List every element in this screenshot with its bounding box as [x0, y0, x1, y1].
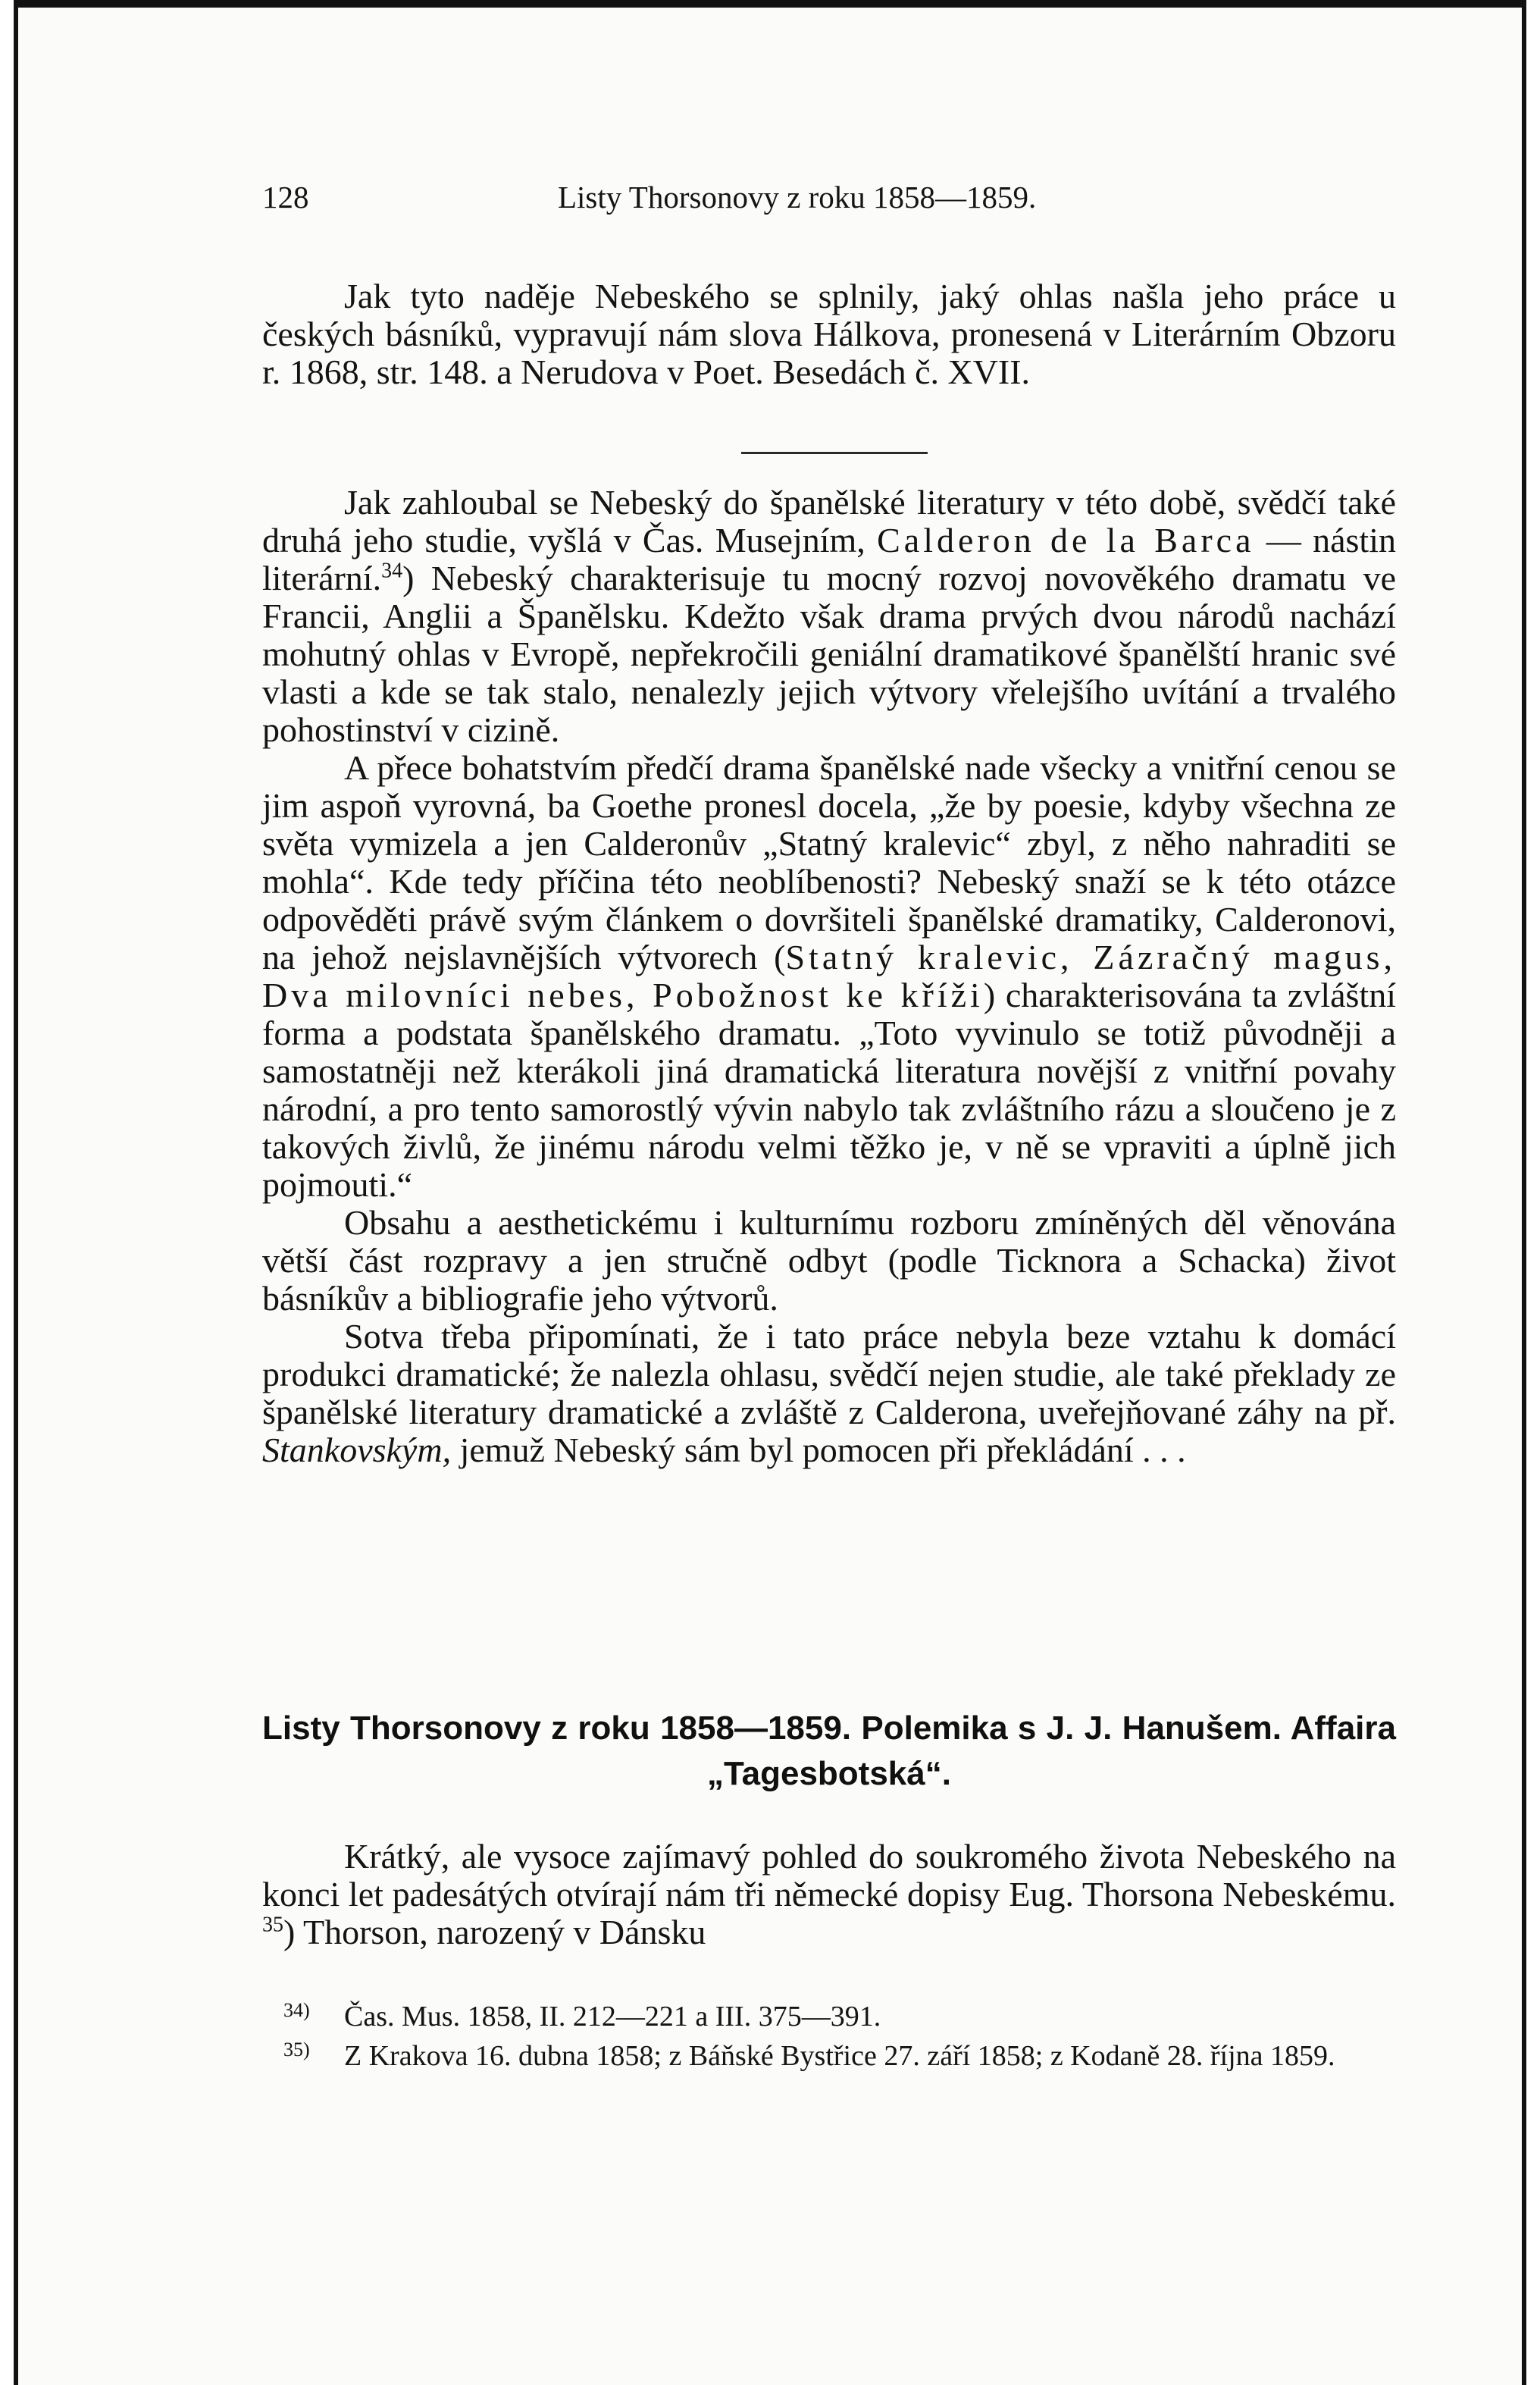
paragraph — [262, 749, 1396, 1204]
footnote — [262, 1994, 1396, 2033]
scan-border-left — [14, 0, 18, 2385]
text-run: Sotva třeba připomínati, že i tato práce nebyla beze vztahu k domácí produkci dramatické; že nalezla ohlasu, svědčí nejen studie, ale také překlady ze španělské literatury dramatické a zvláště z Calderona, uveřejňované záhy na př. — [262, 1317, 1396, 1431]
text-run: ) Nebeský charakterisuje tu mocný rozvoj novověkého dramatu ve Francii, Anglii a Španělsku. Kdežto však drama prvých dvou národů nachází mohutný ohlas v Evropě, nepřekročili geniální dramatikové španělští hranic své vlasti a kde se tak stalo, nenalezly jejich výtvory vřelejšího uvítání a trvalého pohostinství v cizině. — [262, 559, 1396, 749]
text-run: — nástin literární. — [262, 521, 1396, 597]
footnote-mark: 34) — [283, 1999, 310, 2021]
page-number: 128 — [262, 180, 309, 215]
paragraph-block-1 — [262, 277, 1396, 391]
text-run: A přece bohatstvím předčí drama španělské nade všecky a vnitřní cenou se jim aspoň vyrovná, ba Goethe pronesl docela, „že by poesie, kdyby všechna ze světa vymizela a jen Calderonův „Statný kralevic“ zbyl, z něho nahraditi se mohla“. Kde tedy příčina této neoblíbenosti? Nebeský snaží se k této otázce odpověděti právě svým článkem o dovršiteli španělské dramatiky, Calderonovi, na jehož nejslavnějších výtvorech ( — [262, 748, 1396, 976]
text-run: Jak zahloubal se Nebeský do španělské literatury v této době, svědčí také druhá jeho studie, vyšlá v Čas. Musejním, — [262, 483, 1396, 559]
paragraph: Obsahu a aesthetickému i kulturnímu rozboru zmíněných děl věnována větší část rozpravy a jen stručně odbyt (podle Ticknora a Schacka) život básníkův a bibliografie jeho výtvorů. — [262, 1203, 1396, 1318]
footnote-text: Čas. Mus. 1858, II. 212—221 a III. 375—391. — [344, 2001, 881, 2032]
footnote-ref: 35 — [262, 1913, 283, 1937]
text-run: jemuž Nebeský sám byl pomocen při překládání . . . — [459, 1431, 1186, 1469]
running-title: Listy Thorsonovy z roku 1858—1859. — [558, 180, 1037, 215]
italic-name: Stankovským, — [262, 1431, 452, 1469]
running-header — [262, 179, 1396, 224]
footnotes — [262, 1994, 1396, 2073]
spaced-title: Calderon de la Barca — [877, 521, 1255, 559]
text-run: ) charakterisována ta zvláštní forma a podstata španělského dramatu. „Toto vyvinulo se totiž původněji a samostatněji než kterákoli jiná dramatická literatura novější z vnitřní povahy národní, a pro tento samorostlý vývin nabylo tak zvláštního rázu a sloučeno je z takových živlů, že jinému národu velmi těžko je, v ně se vpraviti a úplně jich pojmouti.“ — [262, 976, 1396, 1204]
text-run: Krátký, ale vysoce zajímavý pohled do soukromého života Nebeského na konci let padesátých otvírají nám tři německé dopisy Eug. Thorsona Nebeskému. — [262, 1837, 1396, 1913]
section-heading: Listy Thorsonovy z roku 1858—1859. Polemika s J. J. Hanušem. Affaira „Tagesbotská“. — [262, 1710, 1396, 1792]
text-run: ) Thorson, narozený v Dánsku — [283, 1913, 706, 1951]
section-divider — [741, 452, 928, 454]
footnote-ref: 34 — [381, 559, 403, 583]
scan-border-right — [1522, 0, 1526, 2385]
paragraph-block-3 — [262, 1838, 1396, 1951]
paragraph — [262, 1318, 1396, 1469]
paragraph-block-2 — [262, 484, 1396, 1469]
paragraph: Jak tyto naděje Nebeského se splnily, jaký ohlas našla jeho práce u českých básníků, vypravují nám slova Hálkova, pronesená v Literárním Obzoru r. 1868, str. 148. a Nerudova v Poet. Besedách č. XVII. — [262, 277, 1396, 391]
footnote-mark: 35) — [283, 2039, 310, 2061]
paragraph — [262, 484, 1396, 749]
scan-border-top — [14, 0, 1526, 8]
footnote — [262, 2033, 1396, 2073]
spaced-titles: Statný kralevic, Zázračný magus, Dva milovníci nebes, Pobožnost ke kříži — [262, 938, 1397, 1014]
paragraph — [262, 1838, 1396, 1951]
footnote-text: Z Krakova 16. dubna 1858; z Báňské Bystřice 27. září 1858; z Kodaně 28. října 1859. — [344, 2040, 1335, 2072]
